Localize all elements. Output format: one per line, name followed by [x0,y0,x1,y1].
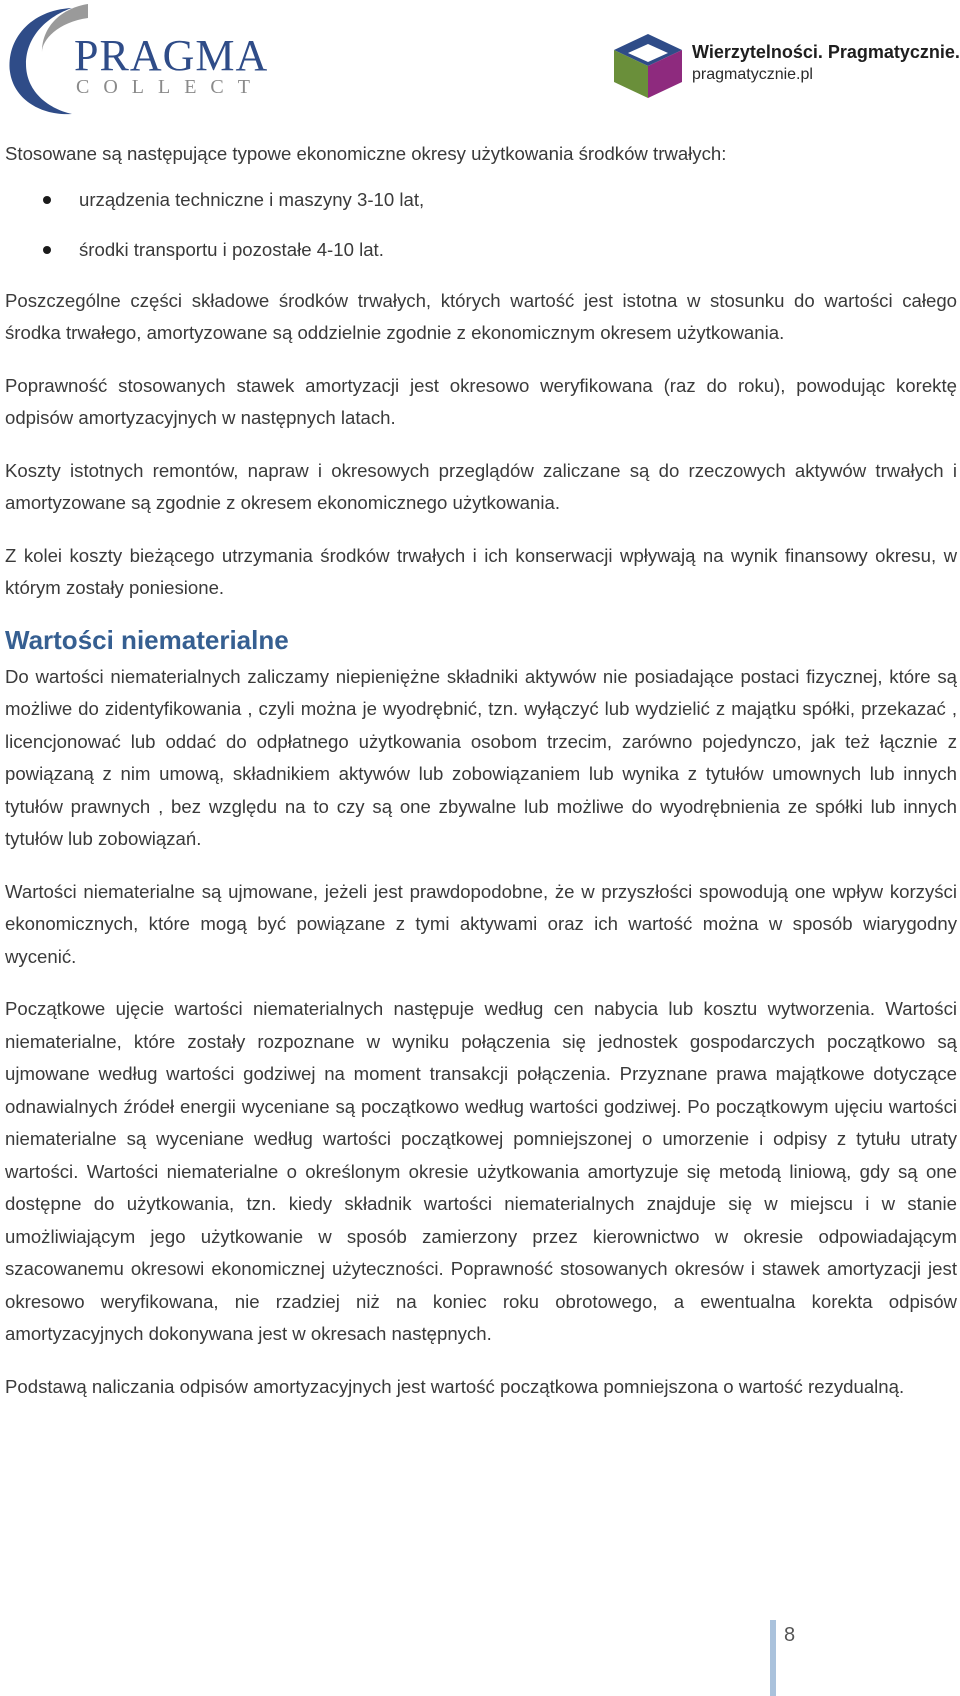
list-item [5,175,957,225]
page-number: 8 [784,1624,796,1646]
bullet-list [5,175,957,275]
bullet-icon [43,196,51,204]
paragraph: Z kolei koszty bieżącego utrzymania środków trwałych i ich konserwacji wpływają na wynik finansowy okresu, w którym zostały poniesione. [5,544,957,598]
page-header [0,0,960,125]
document-body [5,138,957,1403]
pragma-collect-logo [2,0,269,118]
paragraph: Poszczególne części składowe środków trwałych, których wartość jest istotna w stosunku do wartości całego środka trwałego, amortyzowane są oddzielnie zgodnie z ekonomicznym okresem użytkowania. [5,289,957,343]
page-number-bar [770,1620,776,1696]
bullet-icon [43,246,51,254]
paragraph: Poprawność stosowanych stawek amortyzacji jest okresowo weryfikowana (raz do roku), powodując korektę odpisów amortyzacyjnych w następnych latach. [5,374,957,428]
paragraph: Podstawą naliczania odpisów amortyzacyjnych jest wartość początkowa pomniejszona o wartość rezydualną. [5,1375,905,1397]
brand-subtitle: COLLECT [76,76,264,98]
brand-name: PRAGMA [74,31,269,80]
list-item-text: urządzenia techniczne i maszyny 3-10 lat, [79,188,425,210]
brand-url: pragmatycznie.pl [692,66,813,83]
paragraph: Do wartości niematerialnych zaliczamy niepieniężne składniki aktywów nie posiadające postaci fizycznej, które są możliwe do zidentyfikowania , czyli można je wyodrębnić, tzn. wyłączyć lub wydzielić z majątku spółki, przekazać , licencjonować lub oddać do odpłatnego użytkowania osobom trzecim, zarówno pojedynczo, jak też łącznie z powiązaną z nim umową, składnikiem aktywów lub zobowiązaniem lub wynika z tytułów umownych lub innych tytułów prawnych , bez względu na to czy są one zbywalne lub możliwe do wyodrębnienia ze spółki lub innych tytułów lub zobowiązań. [5,665,957,849]
paragraph: Koszty istotnych remontów, napraw i okresowych przeglądów zaliczane są do rzeczowych aktywów trwałych i amortyzowane są zgodnie z okresem ekonomicznego użytkowania. [5,459,957,513]
list-item [5,225,957,275]
pragmatycznie-logo [612,32,960,102]
brand-tagline: Wierzytelności. Pragmatycznie. [692,42,960,62]
cube-icon [612,32,684,100]
paragraph: Początkowe ujęcie wartości niematerialnych następuje według cen nabycia lub kosztu wytworzenia. Wartości niematerialne, które zostały rozpoznane w wyniku połączenia się jednostek gospodarczych początkowo są ujmowane według wartości godziwej na moment transakcji połączenia. Przyznane prawa majątkowe dotyczące odnawialnych źródeł energii wyceniane są początkowo według wartości godziwej. Po początkowym ujęciu wartości niematerialne są wyceniane według wartości początkowej pomniejszonej o umorzenie i odpisy z tytułu utraty wartości. Wartości niematerialne o określonym okresie użytkowania amortyzuje się metodą liniową, gdy są one dostępne do użytkowania, tzn. kiedy składnik wartości niematerialnych znajduje się w miejscu i w stanie umożliwiającym jego użytkowanie w sposób zamierzony przez kierownictwo w okresie odpowiadającym szacowanemu okresowi ekonomicznej użyteczności. Poprawność stosowanych okresów i stawek amortyzacji jest okresowo weryfikowana, nie rzadziej niż na koniec roku obrotowego, a ewentualna korekta odpisów amortyzacyjnych dokonywana jest w okresach następnych. [5,998,957,1344]
paragraph: Wartości niematerialne są ujmowane, jeżeli jest prawdopodobne, że w przyszłości spowodują one wpływ korzyści ekonomicznych, które mogą być powiązane z tymi aktywami oraz ich wartość można w sposób wiarygodny wycenić. [5,880,957,967]
intro-paragraph: Stosowane są następujące typowe ekonomiczne okresy użytkowania środków trwałych: [5,143,727,164]
list-item-text: środki transportu i pozostałe 4-10 lat. [79,238,384,260]
section-heading: Wartości niematerialne [5,624,289,655]
